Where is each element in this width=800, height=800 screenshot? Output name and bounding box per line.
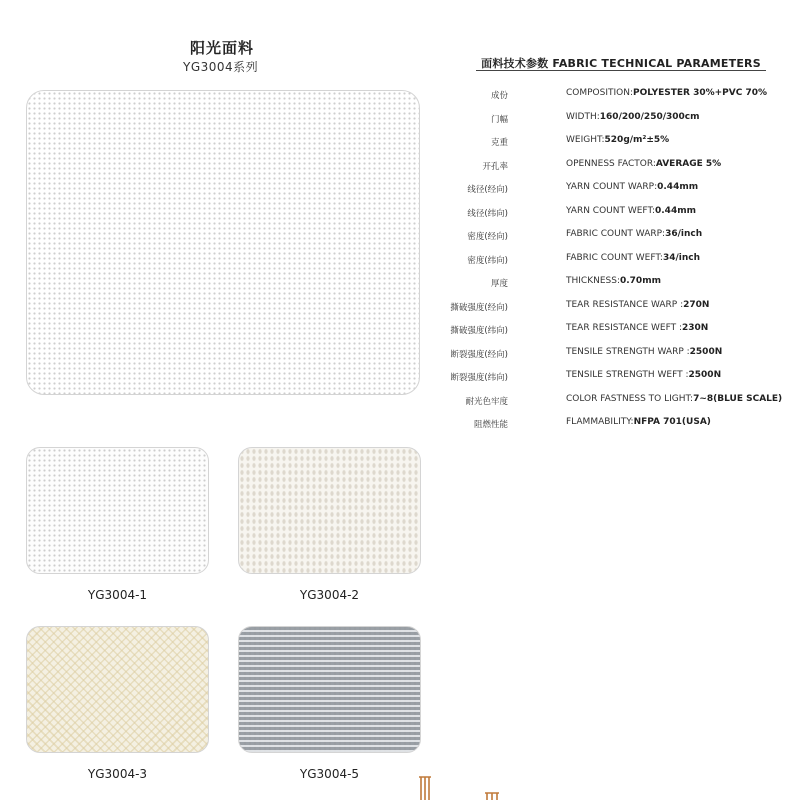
param-label-cn: 断裂强度(经向)	[450, 349, 508, 360]
param-key: COMPOSITION:	[566, 88, 634, 98]
param-label-cn: 厚度	[490, 279, 508, 289]
param-label-cn: 线径(经向)	[467, 185, 508, 195]
param-value: 270N	[683, 299, 710, 310]
param-label-en	[566, 347, 722, 357]
swatch-label-1: YG3004-1	[87, 588, 148, 602]
param-label-cn: 撕破强度(经向)	[450, 302, 508, 313]
param-value: 230N	[682, 323, 709, 333]
param-label-en	[566, 182, 698, 192]
swatch-label-2: YG3004-2	[299, 588, 360, 602]
swatch-label-5: YG3004-5	[299, 767, 360, 781]
param-key: THICKNESS:	[566, 276, 620, 286]
param-row	[462, 230, 792, 244]
param-value: 2500N	[688, 370, 722, 380]
param-value: AVERAGE 5%	[655, 158, 722, 169]
param-row	[462, 277, 792, 291]
param-label-en	[566, 417, 711, 427]
param-row	[450, 299, 792, 315]
param-key: FLAMMABILITY:	[566, 417, 634, 427]
param-value: 2500N	[689, 346, 723, 357]
param-row	[462, 160, 792, 174]
param-value: 36/inch	[665, 229, 703, 239]
param-label-cn: 门幅	[490, 114, 508, 125]
param-value: 0.44mm	[657, 182, 699, 192]
fabric-swatch-2[interactable]	[238, 447, 421, 574]
param-key: TENSILE STRENGTH WARP :	[566, 346, 690, 357]
param-row	[462, 113, 792, 127]
series-subtitle: YG3004系列	[183, 60, 259, 74]
param-value: NFPA 701(USA)	[633, 417, 711, 427]
param-row	[450, 323, 792, 338]
param-row	[462, 254, 792, 268]
param-label-en	[566, 253, 700, 263]
param-row	[462, 89, 792, 103]
param-label-cn: 克重	[490, 138, 508, 148]
param-key: TENSILE STRENGTH WEFT :	[566, 370, 689, 380]
param-row	[450, 346, 792, 362]
param-label-cn: 阻燃性能	[473, 420, 508, 430]
param-value: POLYESTER 30%+PVC 70%	[633, 88, 768, 98]
param-key: WEIGHT:	[566, 135, 605, 145]
param-key: FABRIC COUNT WARP:	[566, 229, 666, 239]
param-label-en	[566, 394, 782, 404]
param-key: YARN COUNT WARP:	[566, 182, 658, 192]
param-key: YARN COUNT WEFT:	[566, 205, 655, 216]
param-label-cn: 成份	[490, 91, 508, 101]
param-label-cn: 耐光色牢度	[465, 396, 508, 407]
param-key: OPENNESS FACTOR:	[566, 158, 656, 169]
param-label-en	[566, 323, 708, 333]
param-label-en	[566, 229, 702, 239]
param-value: 34/inch	[662, 252, 700, 263]
params-divider	[476, 70, 766, 71]
param-key: COLOR FASTNESS TO LIGHT:	[566, 393, 694, 404]
param-label-cn: 断裂强度(纬向)	[450, 373, 508, 383]
param-value: 0.70mm	[619, 276, 661, 286]
param-label-cn: 撕破强度(纬向)	[450, 326, 508, 336]
fabric-swatch-1[interactable]	[26, 447, 209, 574]
param-row	[462, 395, 792, 409]
param-label-en	[566, 112, 700, 122]
param-value: 160/200/250/300cm	[599, 111, 700, 122]
param-label-cn: 开孔率	[482, 161, 508, 172]
main-fabric-swatch	[26, 90, 420, 395]
fabric-swatch-5[interactable]	[238, 626, 421, 753]
param-label-en	[566, 206, 696, 216]
swatch-label-3: YG3004-3	[87, 767, 148, 781]
param-row	[450, 370, 792, 385]
param-key: WIDTH:	[566, 111, 600, 122]
params-heading: 面料技术参数 FABRIC TECHNICAL PARAMETERS	[481, 57, 761, 70]
param-row	[462, 207, 792, 221]
param-value: 7~8(BLUE SCALE)	[693, 393, 783, 404]
param-key: TEAR RESISTANCE WEFT :	[566, 323, 682, 333]
param-label-en	[566, 159, 721, 169]
param-key: FABRIC COUNT WEFT:	[566, 252, 663, 263]
param-label-en	[566, 135, 669, 145]
param-label-en	[566, 300, 709, 310]
param-value: 0.44mm	[655, 205, 696, 216]
param-label-cn: 线径(纬向)	[467, 208, 508, 219]
page-title: 阳光面料	[190, 39, 255, 57]
param-label-cn: 密度(经向)	[467, 232, 508, 242]
param-label-cn: 密度(纬向)	[467, 255, 508, 266]
fabric-swatch-3[interactable]	[26, 626, 209, 753]
param-key: TEAR RESISTANCE WARP :	[566, 299, 684, 310]
param-label-en	[566, 276, 661, 286]
param-row	[462, 136, 792, 150]
param-row	[462, 183, 792, 197]
param-label-en	[566, 370, 721, 380]
param-label-en	[566, 88, 767, 98]
param-value: 520g/m²±5%	[604, 135, 670, 145]
param-row	[462, 418, 792, 432]
brand-logo-icon	[417, 775, 507, 800]
